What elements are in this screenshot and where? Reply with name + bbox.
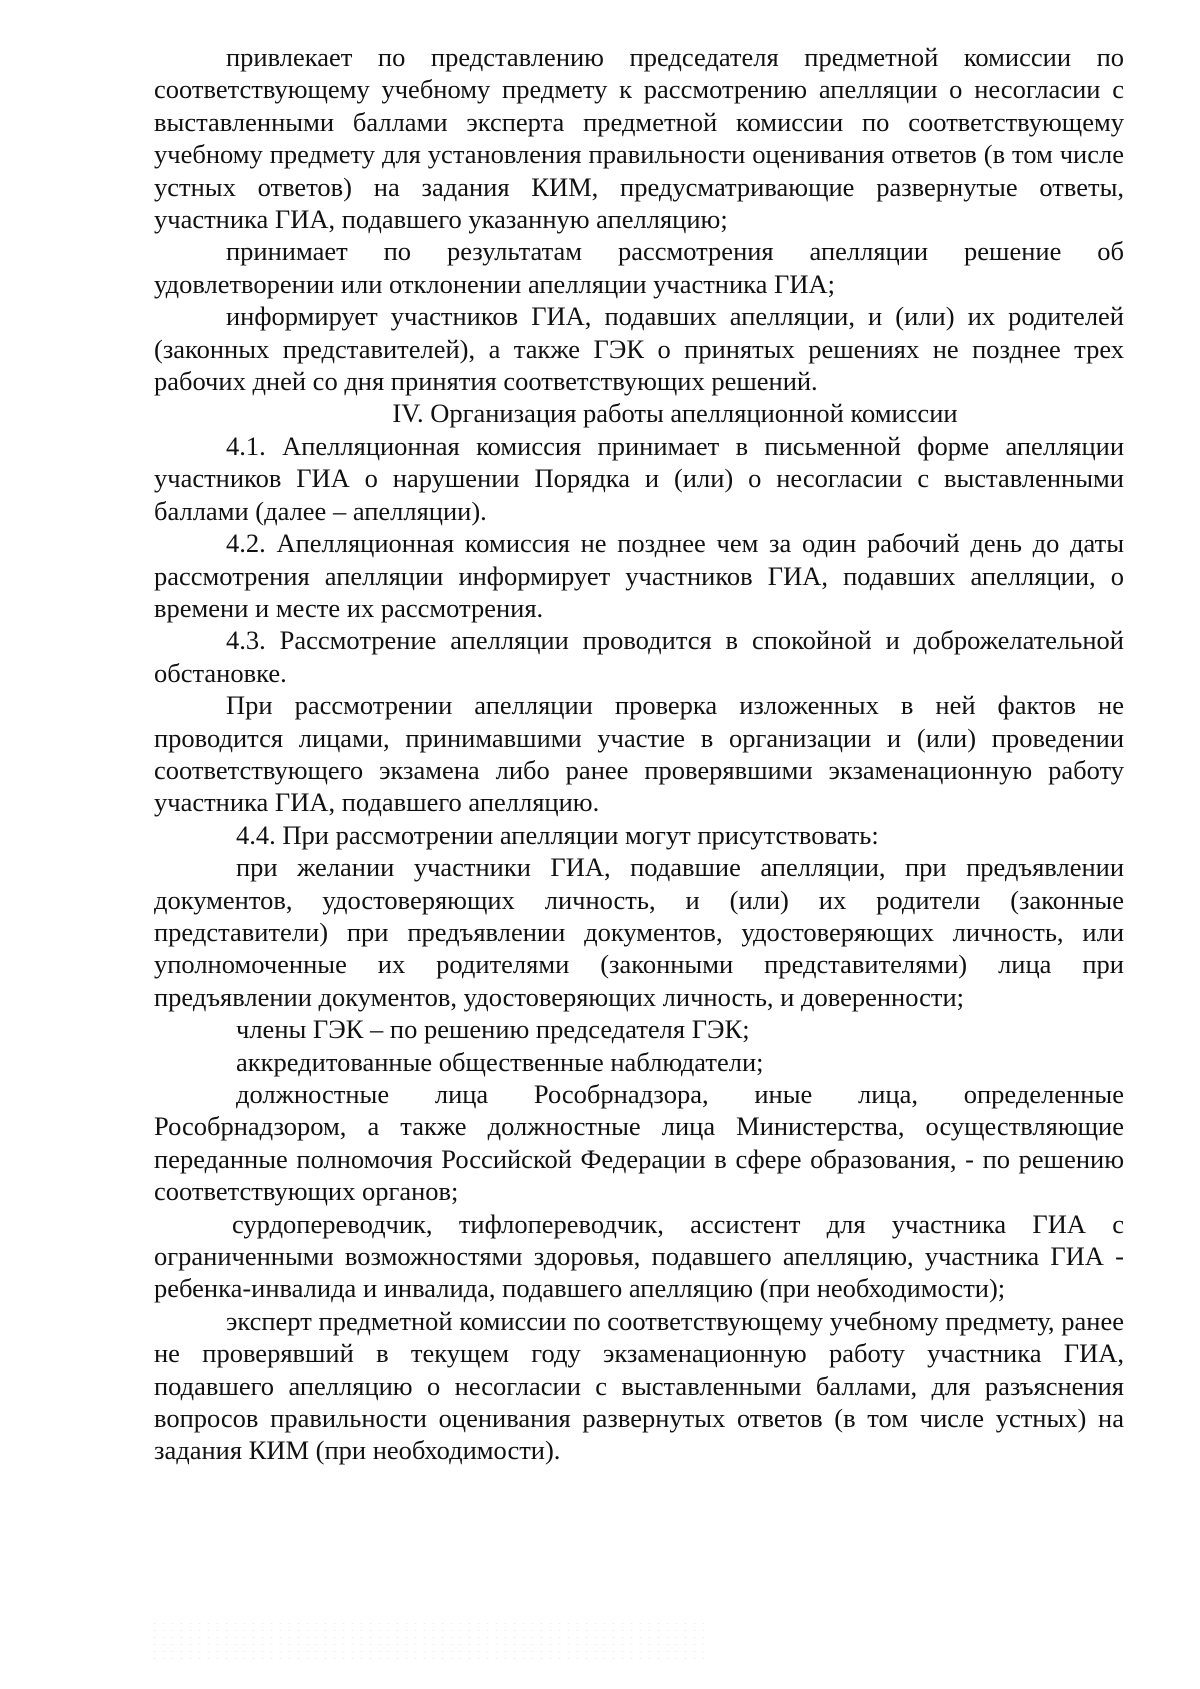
paragraph-gek-members: члены ГЭК – по решению председателя ГЭК; [236, 1014, 750, 1045]
paragraph-fact-checking: При рассмотрении апелляции проверка изложенных в ней фактов не проводится лицами, принимавшими участие в организации и (или) проведении соответствующего экзамена либо ранее проверявшими экзаменационную работу участника ГИА, подавшего апелляцию. [154, 690, 1124, 818]
scan-noise [150, 1620, 710, 1660]
paragraph-officials: должностные лица Рособрнадзора, иные лица, определенные Рособрнадзором, а также должностные лица Министерства, осуществляющие переданные полномочия Российской Федерации в сфере образования, - по решению соответствующих органов; [154, 1079, 1124, 1207]
section-heading: IV. Организация работы апелляционной комиссии [392, 398, 958, 429]
paragraph-commission-informing: информирует участников ГИА, подавших апелляции, и (или) их родителей (законных представителей), а также ГЭК о принятых решениях не позднее трех рабочих дней со дня принятия соответствующих решений. [154, 301, 1124, 397]
paragraph-expert: эксперт предметной комиссии по соответствующему учебному предмету, ранее не проверявший в текущем году экзаменационную работу участника ГИА, подавшего апелляцию о несогласии с выставленными баллами, для разъяснения вопросов правильности оценивания развернутых ответов (в том числе устных) на задания КИМ (при необходимости). [154, 1305, 1124, 1466]
paragraph-public-observers: аккредитованные общественные наблюдатели; [236, 1046, 764, 1077]
paragraph-participants-parents: при желании участники ГИА, подавшие апелляции, при предъявлении документов, удостоверяющих личность, и (или) их родители (законные представители) при предъявлении документов, удостоверяющих личность, или уполномоченные их родителями (законными представителями) лица при предъявлении документов, удостоверяющих личность, и доверенности; [154, 852, 1124, 1012]
document-body [154, 41, 1124, 1467]
paragraph-commission-experts: привлекает по представлению председателя предметной комиссии по соответствующему учебному предмету к рассмотрению апелляции о несогласии с выставленными баллами эксперта предметной комиссии по соответствующему учебному предмету для установления правильности оценивания ответов (в том числе устных ответов) на задания КИМ, предусматривающие развернутые ответы, участника ГИА, подавшего указанную апелляцию; [154, 42, 1124, 235]
paragraph-commission-decision: принимает по результатам рассмотрения апелляции решение об удовлетворении или отклонении апелляции участника ГИА; [154, 236, 1124, 299]
paragraph-4-1: 4.1. Апелляционная комиссия принимает в письменной форме апелляции участников ГИА о нарушении Порядка и (или) о несогласии с выставленными баллами (далее – апелляции). [154, 430, 1124, 526]
paragraph-4-2: 4.2. Апелляционная комиссия не позднее чем за один рабочий день до даты рассмотрения апелляции информирует участников ГИА, подавших апелляции, о времени и месте их рассмотрения. [154, 528, 1124, 623]
paragraph-assistants: сурдопереводчик, тифлопереводчик, ассистент для участника ГИА с ограниченными возможностями здоровья, подавшего апелляцию, участника ГИА - ребенка-инвалида и инвалида, подавшего апелляцию (при необходимости); [154, 1208, 1124, 1304]
paragraph-4-3: 4.3. Рассмотрение апелляции проводится в спокойной и доброжелательной обстановке. [154, 625, 1124, 688]
paragraph-4-4: 4.4. При рассмотрении апелляции могут присутствовать: [236, 819, 879, 850]
